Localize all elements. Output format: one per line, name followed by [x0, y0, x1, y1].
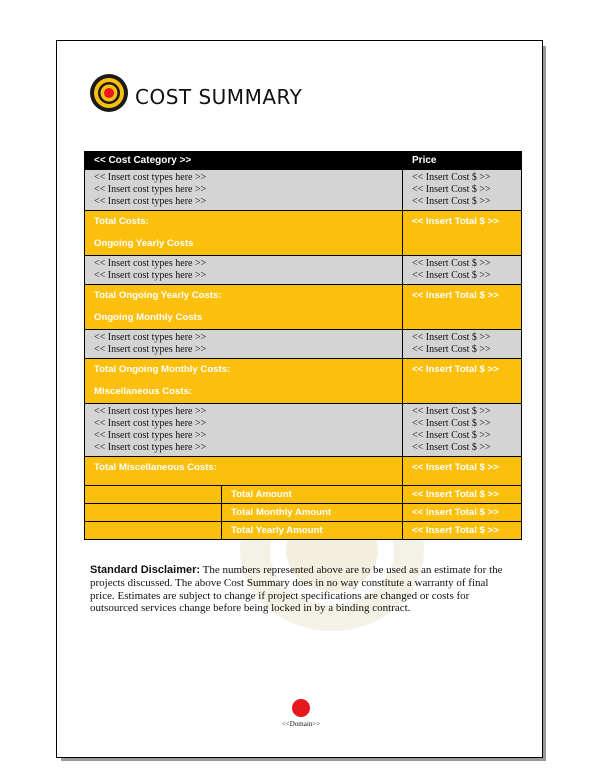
- red-dot-icon: [292, 699, 310, 717]
- cost-type-label: << Insert cost types here >>: [94, 344, 207, 355]
- cost-type-label: << Insert cost types here >>: [94, 430, 207, 441]
- cost-price: << Insert Cost $ >>: [412, 258, 491, 269]
- cost-price: << Insert Cost $ >>: [412, 418, 491, 429]
- summary-label: Total Amount: [222, 486, 403, 504]
- footer-domain: <<Domain>>: [281, 720, 321, 728]
- table-header: [85, 152, 522, 170]
- disclaimer-heading: Standard Disclaimer:: [90, 564, 201, 576]
- cost-items-row: [85, 330, 522, 359]
- cost-price: << Insert Cost $ >>: [412, 184, 491, 195]
- section-total-value: << Insert Total $ >>: [412, 364, 499, 375]
- cost-items-labels: [85, 256, 403, 285]
- cost-price: << Insert Cost $ >>: [412, 332, 491, 343]
- section-total-value-cell: [403, 285, 522, 330]
- section-total-label: Total Costs:: [94, 216, 149, 227]
- section-total-row: [85, 457, 522, 486]
- cost-items-row: [85, 404, 522, 457]
- cost-type-label: << Insert cost types here >>: [94, 406, 207, 417]
- summary-blank-cell: [85, 522, 222, 540]
- section-total-cell: [85, 457, 403, 486]
- cost-type-label: << Insert cost types here >>: [94, 270, 207, 281]
- cost-type-label: << Insert cost types here >>: [94, 172, 207, 183]
- section-total-value-cell: [403, 457, 522, 486]
- document-page: [56, 40, 543, 758]
- page-title: COST SUMMARY: [135, 85, 303, 109]
- cost-price: << Insert Cost $ >>: [412, 430, 491, 441]
- cost-type-label: << Insert cost types here >>: [94, 258, 207, 269]
- next-section-heading: Miscellaneous Costs:: [94, 386, 193, 397]
- cost-items-row: [85, 256, 522, 285]
- section-total-value-cell: [403, 211, 522, 256]
- summary-value: << Insert Total $ >>: [403, 522, 522, 540]
- cost-price: << Insert Cost $ >>: [412, 196, 491, 207]
- next-section-heading: Ongoing Yearly Costs: [94, 238, 194, 249]
- summary-label: Total Yearly Amount: [222, 522, 403, 540]
- section-total-value: << Insert Total $ >>: [412, 216, 499, 227]
- summary-row: [85, 522, 522, 540]
- cost-items-prices: [403, 330, 522, 359]
- summary-row: [85, 504, 522, 522]
- cost-price: << Insert Cost $ >>: [412, 406, 491, 417]
- section-total-row: [85, 359, 522, 404]
- disclaimer: [90, 564, 515, 615]
- cost-items-prices: [403, 404, 522, 457]
- section-total-value: << Insert Total $ >>: [412, 290, 499, 301]
- section-total-row: [85, 211, 522, 256]
- section-total-value: << Insert Total $ >>: [412, 462, 499, 473]
- page-shadow-bottom: [61, 758, 546, 761]
- cost-items-row: [85, 170, 522, 211]
- page-shadow-right: [543, 46, 546, 761]
- header-category: << Cost Category >>: [85, 152, 403, 170]
- section-total-row: [85, 285, 522, 330]
- summary-value: << Insert Total $ >>: [403, 504, 522, 522]
- cost-items-labels: [85, 404, 403, 457]
- section-total-label: Total Ongoing Yearly Costs:: [94, 290, 222, 301]
- cost-type-label: << Insert cost types here >>: [94, 184, 207, 195]
- summary-blank-cell: [85, 486, 222, 504]
- cost-type-label: << Insert cost types here >>: [94, 332, 207, 343]
- cost-price: << Insert Cost $ >>: [412, 270, 491, 281]
- section-total-label: Total Miscellaneous Costs:: [94, 462, 217, 473]
- section-total-label: Total Ongoing Monthly Costs:: [94, 364, 231, 375]
- cost-type-label: << Insert cost types here >>: [94, 196, 207, 207]
- cost-items-labels: [85, 330, 403, 359]
- cost-table: [84, 151, 522, 540]
- section-total-cell: [85, 211, 403, 256]
- section-total-cell: [85, 285, 403, 330]
- cost-items-prices: [403, 256, 522, 285]
- target-sun-logo-icon: [88, 72, 130, 114]
- cost-price: << Insert Cost $ >>: [412, 172, 491, 183]
- cost-items-prices: [403, 170, 522, 211]
- cost-price: << Insert Cost $ >>: [412, 344, 491, 355]
- section-total-value-cell: [403, 359, 522, 404]
- cost-type-label: << Insert cost types here >>: [94, 442, 207, 453]
- summary-value: << Insert Total $ >>: [403, 486, 522, 504]
- summary-blank-cell: [85, 504, 222, 522]
- summary-row: [85, 486, 522, 504]
- disclaimer-body: The numbers represented above are to be used as an estimate for the projects discussed. The above Cost Summary does in no way constitute a warranty of final price. Estimates are subject to change if project specifications are changed or costs for outsourced services change before being locked in by a binding contract.: [90, 564, 503, 615]
- cost-price: << Insert Cost $ >>: [412, 442, 491, 453]
- cost-type-label: << Insert cost types here >>: [94, 418, 207, 429]
- next-section-heading: Ongoing Monthly Costs: [94, 312, 203, 323]
- section-total-cell: [85, 359, 403, 404]
- summary-label: Total Monthly Amount: [222, 504, 403, 522]
- cost-items-labels: [85, 170, 403, 211]
- header-price: Price: [403, 152, 522, 170]
